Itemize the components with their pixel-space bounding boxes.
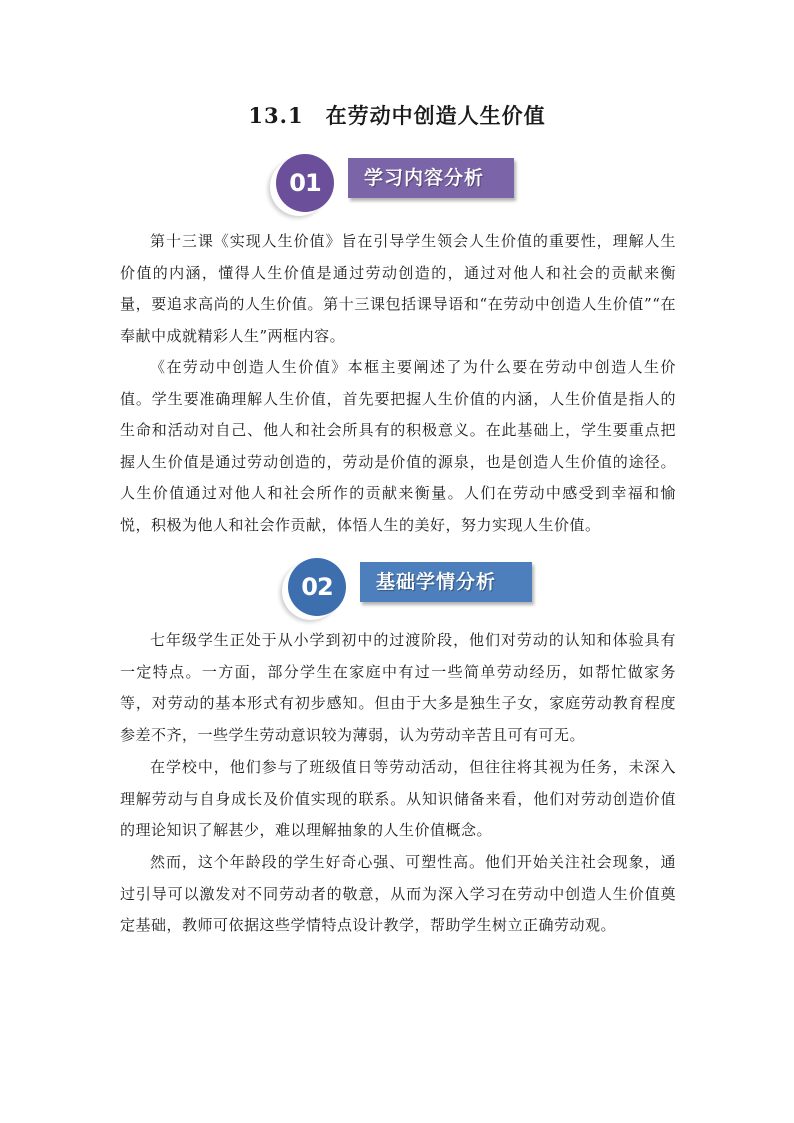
- title-number: 13.1: [248, 103, 304, 128]
- paragraph: 在学校中，他们参与了班级值日等劳动活动，但往往将其视为任务，未深入理解劳动与自身成长及价值实现的联系。从知识储备来看，他们对劳动创造价值的理论知识了解甚少，难以理解抽象的人生价值概念。: [120, 758, 676, 839]
- page-title: [0, 100, 794, 130]
- section-badge: 01: [276, 154, 334, 212]
- paragraph: 《在劳动中创造人生价值》本框主要阐述了为什么要在劳动中创造人生价值。学生要准确理解人生价值，首先要把握人生价值的内涵，人生价值是指人的生命和活动对自己、他人和社会所具有的积极意义。在此基础上，学生要重点把握人生价值是通过劳动创造的，劳动是价值的源泉，也是创造人生价值的途径。人生价值通过对他人和社会所作的贡献来衡量。人们在劳动中感受到幸福和愉悦，积极为他人和社会作贡献，体悟人生的美好，努力实现人生价值。: [120, 358, 676, 534]
- paragraph: 然而，这个年龄段的学生好奇心强、可塑性高。他们开始关注社会现象，通过引导可以激发对不同劳动者的敬意，从而为深入学习在劳动中创造人生价值奠定基础，教师可依据这些学情特点设计教学，帮助学生树立正确劳动观。: [120, 853, 676, 934]
- paragraph: 七年级学生正处于从小学到初中的过渡阶段，他们对劳动的认知和体验具有一定特点。一方面，部分学生在家庭中有过一些简单劳动经历，如帮忙做家务等，对劳动的基本形式有初步感知。但由于大多是独生子女，家庭劳动教育程度参差不齐，一些学生劳动意识较为薄弱，认为劳动辛苦且可有可无。: [120, 631, 676, 744]
- section-heading: 学习内容分析: [348, 158, 514, 198]
- paragraph: 第十三课《实现人生价值》旨在引导学生领会人生价值的重要性，理解人生价值的内涵，懂得人生价值是通过劳动创造的，通过对他人和社会的贡献来衡量，要追求高尚的人生价值。第十三课包括课导语和“在劳动中创造人生价值”“在奉献中成就精彩人生”两框内容。: [120, 232, 676, 345]
- title-text: 在劳动中创造人生价值: [325, 103, 546, 128]
- section-heading: 基础学情分析: [360, 562, 532, 602]
- section-badge: 02: [288, 558, 346, 616]
